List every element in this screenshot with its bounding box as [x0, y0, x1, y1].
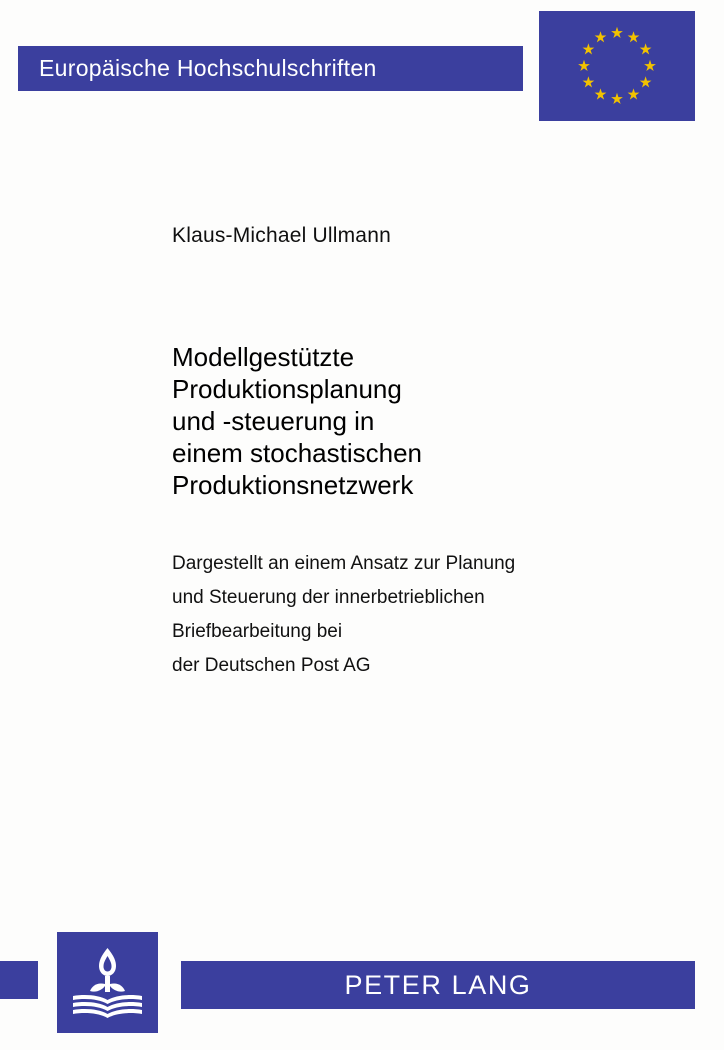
subtitle-line: der Deutschen Post AG	[172, 655, 371, 676]
publisher-banner	[181, 961, 695, 1009]
publisher-name: PETER LANG	[344, 969, 532, 1000]
title-line: Produktionsnetzwerk	[172, 470, 414, 500]
title-line: Modellgestützte	[172, 342, 355, 372]
publisher-logo	[57, 932, 158, 1033]
subtitle-line: und Steuerung der innerbetrieblichen	[172, 587, 485, 608]
author-name: Klaus-Michael Ullmann	[172, 224, 391, 247]
book-title	[172, 341, 662, 501]
title-line: und -steuerung in	[172, 406, 375, 436]
book-subtitle	[172, 547, 672, 683]
series-title: Europäische Hochschulschriften	[39, 55, 377, 81]
title-line: einem stochastischen	[172, 438, 423, 468]
torch-book-icon	[57, 932, 158, 1033]
subtitle-line: Briefbearbeitung bei	[172, 621, 343, 642]
subtitle-line: Dargestellt an einem Ansatz zur Planung	[172, 553, 516, 574]
eu-stars-icon	[539, 11, 695, 121]
title-line: Produktionsplanung	[172, 374, 402, 404]
decorative-square	[0, 961, 38, 999]
series-banner	[18, 46, 523, 91]
eu-flag-emblem	[539, 11, 695, 121]
